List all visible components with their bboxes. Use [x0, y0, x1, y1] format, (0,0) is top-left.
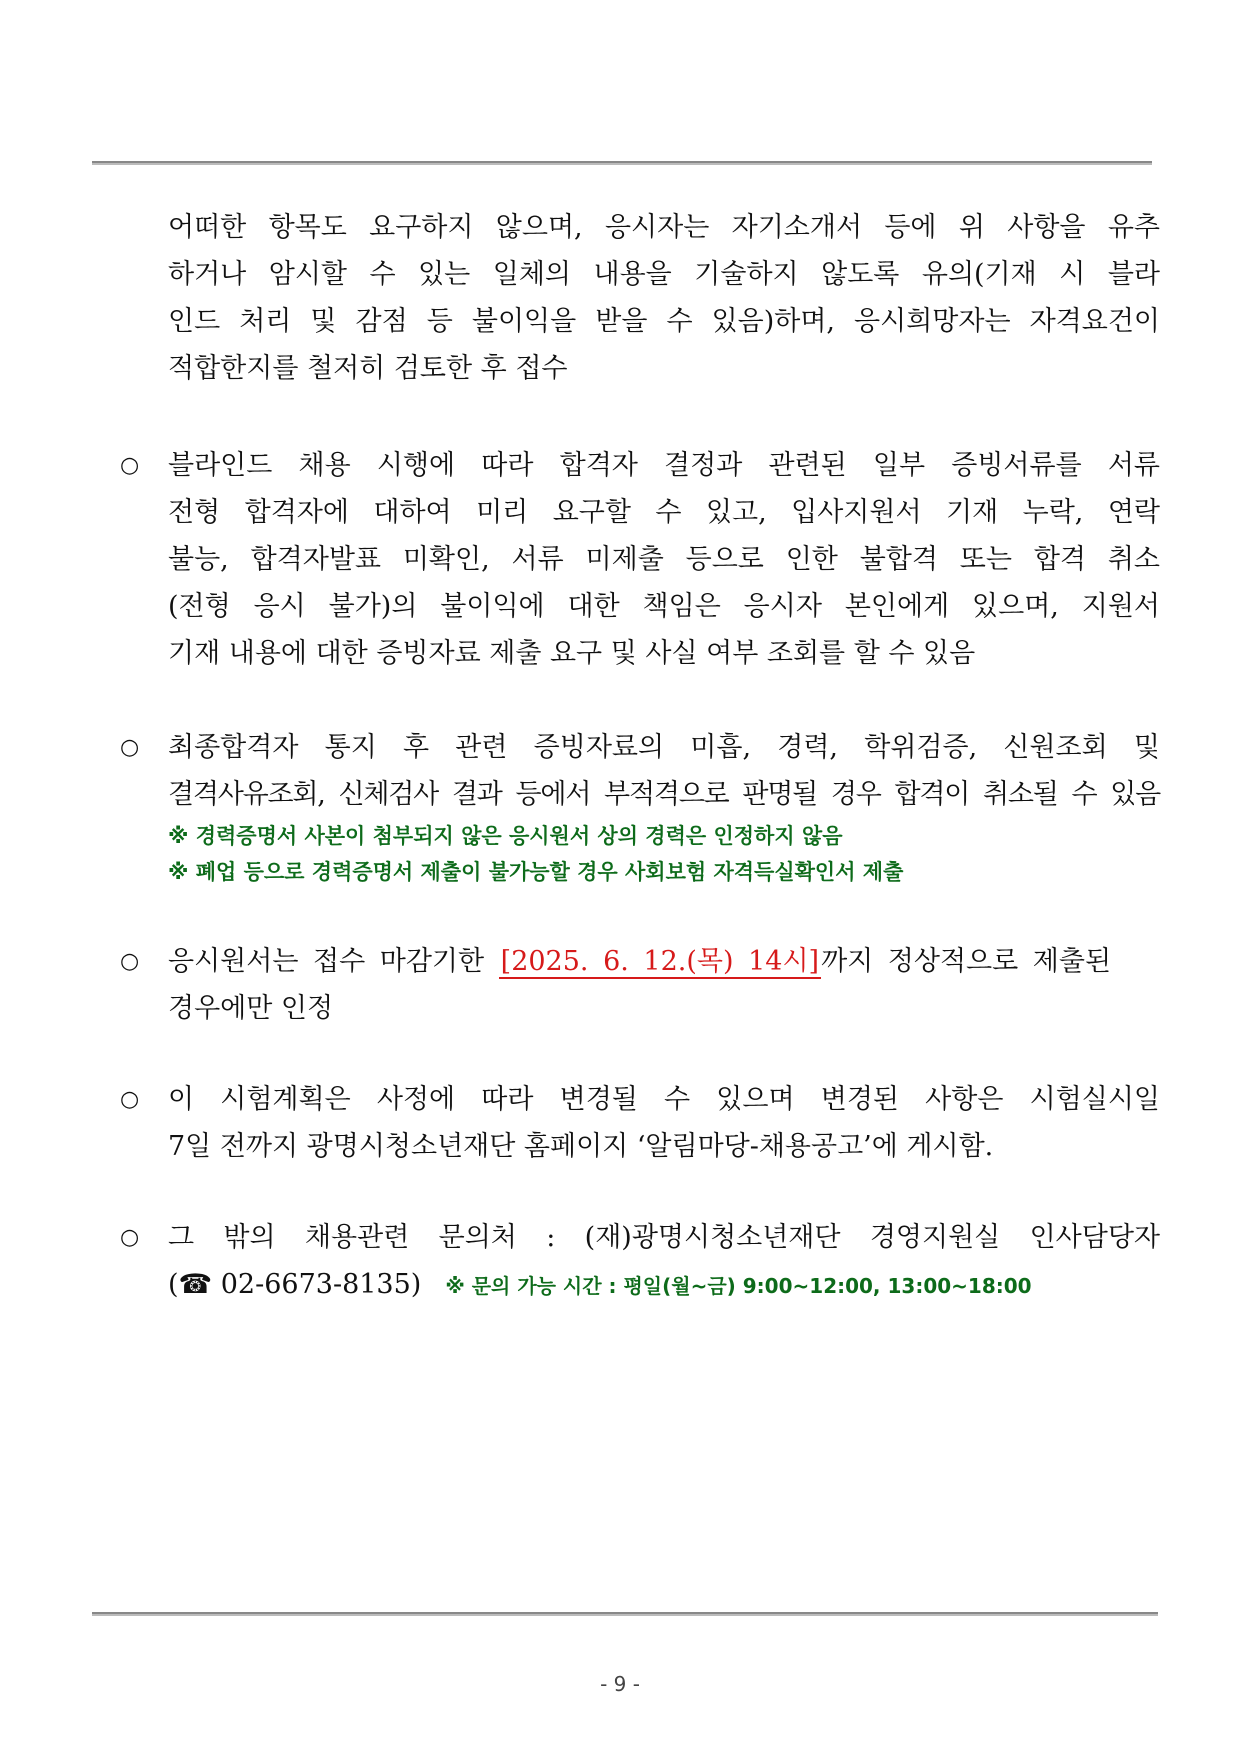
deadline-prefix: 응시원서는 접수 마감기한	[168, 946, 499, 977]
deadline-date: [2025. 6. 12.(목) 14시]	[500, 946, 820, 977]
header-rule	[92, 161, 1152, 165]
contact-line	[168, 1261, 1160, 1310]
contact-hours-note: ※ 문의 가능 시간 : 평일(월~금) 9:00~12:00, 13:00~18:00	[445, 1274, 1032, 1298]
paragraph-line: 인드 처리 및 감점 등 불이익을 받을 수 있음)하며, 응시희망자는 자격요건이	[168, 306, 1160, 337]
continuation-paragraph	[120, 204, 1160, 392]
paragraph-line: (전형 응시 불가)의 불이익에 대한 책임은 응시자 본인에게 있으며, 지원서	[168, 591, 1160, 622]
page-number: - 9 -	[600, 1672, 640, 1696]
paragraph-line: 어떠한 항목도 요구하지 않으며, 응시자는 자기소개서 등에 위 사항을 유추	[168, 212, 1160, 243]
note-career-certificate: ※ 경력증명서 사본이 첨부되지 않은 응시원서 상의 경력은 인정하지 않음	[168, 824, 843, 848]
plan-change-item	[120, 1076, 1160, 1170]
bullet-icon: ○	[120, 453, 140, 478]
paragraph-line: 적합한지를 철저히 검토한 후 접수	[168, 353, 568, 384]
note-closed-business: ※ 폐업 등으로 경력증명서 제출이 불가능할 경우 사회보험 자격득실확인서 제출	[168, 860, 904, 884]
deadline-line	[168, 938, 1160, 985]
contact-phone: (☎ 02-6673-8135)	[168, 1269, 422, 1300]
bullet-icon: ○	[120, 735, 140, 760]
final-pass-item	[120, 724, 1160, 890]
paragraph-line: 블라인드 채용 시행에 따라 합격자 결정과 관련된 일부 증빙서류를 서류	[168, 450, 1160, 481]
paragraph-line: 7일 전까지 광명시청소년재단 홈페이지 ‘알림마당-채용공고’에 게시함.	[168, 1131, 994, 1162]
paragraph-line: 경우에만 인정	[168, 993, 334, 1024]
footer-rule	[92, 1612, 1158, 1616]
blind-hiring-item	[120, 442, 1160, 677]
paragraph-line: 기재 내용에 대한 증빙자료 제출 요구 및 사실 여부 조회를 할 수 있음	[168, 638, 976, 669]
paragraph-line: 이 시험계획은 사정에 따라 변경될 수 있으며 변경된 사항은 시험실시일	[168, 1084, 1160, 1115]
paragraph-line: 하거나 암시할 수 있는 일체의 내용을 기술하지 않도록 유의(기재 시 블라	[168, 259, 1160, 290]
paragraph-line: 전형 합격자에 대하여 미리 요구할 수 있고, 입사지원서 기재 누락, 연락	[168, 497, 1160, 528]
paragraph-line: 최종합격자 통지 후 관련 증빙자료의 미흡, 경력, 학위검증, 신원조회 및	[168, 732, 1160, 763]
deadline-suffix: 까지 정상적으로 제출된	[821, 946, 1112, 977]
paragraph-line: 그 밖의 채용관련 문의처 : (재)광명시청소년재단 경영지원실 인사담당자	[168, 1222, 1160, 1253]
bullet-icon: ○	[120, 1225, 140, 1250]
paragraph-line: 결격사유조회, 신체검사 결과 등에서 부적격으로 판명될 경우 합격이 취소될 수 있음	[168, 779, 1160, 810]
bullet-icon: ○	[120, 1087, 140, 1112]
deadline-item	[120, 938, 1160, 1032]
bullet-icon: ○	[120, 949, 140, 974]
contact-item	[120, 1214, 1160, 1308]
paragraph-line: 불능, 합격자발표 미확인, 서류 미제출 등으로 인한 불합격 또는 합격 취소	[168, 544, 1160, 575]
